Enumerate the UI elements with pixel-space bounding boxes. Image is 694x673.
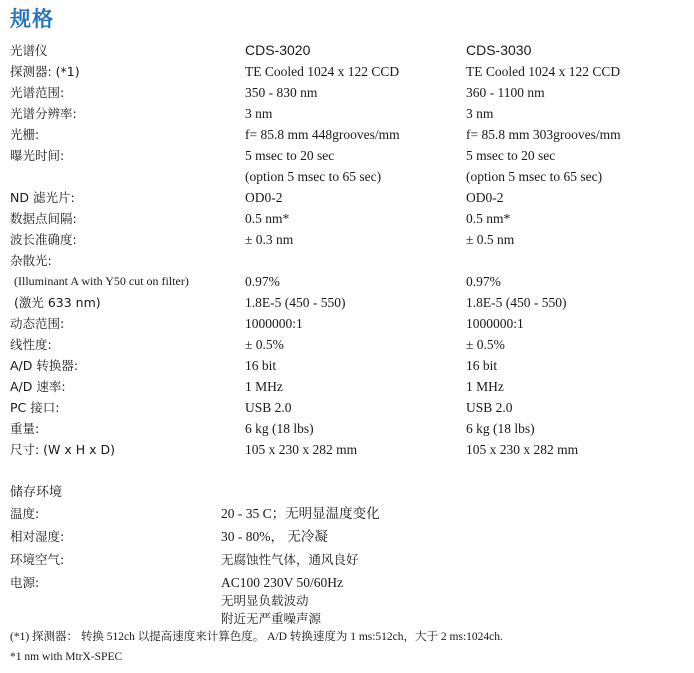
storage-value: 无明显负载波动 [221,593,309,608]
spec-value-3030: 3 nm [466,106,494,121]
spec-row [0,250,694,271]
spec-value-3030: 1 MHz [466,379,504,394]
spec-value-3030: 0.5 nm* [466,211,511,226]
spec-label: 杂散光: [10,253,52,268]
spec-label: (激光 633 nm) [14,295,101,310]
spec-header-row [0,40,694,61]
spec-value-3030: 1.8E-5 (450 - 550) [466,295,567,310]
spec-row [0,313,694,334]
model-cds-3030: CDS-3030 [466,42,532,58]
spec-label: PC 接口: [10,400,60,415]
spec-row [0,208,694,229]
storage-label: 温度: [10,506,40,521]
spec-value-3020: 6 kg (18 lbs) [245,421,314,436]
spec-label: 重量: [10,421,40,436]
spec-value-3020: ± 0.3 nm [245,232,294,247]
storage-value: AC100 230V 50/60Hz [221,575,344,590]
spec-label: 线性度: [10,337,52,352]
spec-value-3030: ± 0.5% [466,337,505,352]
spec-value-3020: TE Cooled 1024 x 122 CCD [245,64,400,79]
spec-row [0,82,694,103]
spec-value-3020: 5 msec to 20 sec [245,148,335,163]
model-cds-3020: CDS-3020 [245,42,311,58]
spec-row [0,271,694,292]
footnote-data-interval: *1 nm with MtrX-SPEC [10,651,123,663]
spec-value-3020: 350 - 830 nm [245,85,318,100]
spec-label: 动态范围: [10,316,65,331]
storage-value: 30 - 80%， 无冷凝 [221,529,328,544]
spec-row [0,61,694,82]
spec-row [0,292,694,313]
spec-value-3030: 1000000:1 [466,316,524,331]
storage-row [0,526,694,548]
spec-label: ND 滤光片: [10,190,75,205]
spec-value-3020: USB 2.0 [245,400,292,415]
spec-row [0,229,694,250]
spec-row [0,418,694,439]
spec-label: A/D 转换器: [10,358,79,373]
spec-value-3020: (option 5 msec to 65 sec) [245,169,382,184]
spec-row [0,397,694,418]
spec-value-3030: 0.97% [466,274,501,289]
spec-value-3030: TE Cooled 1024 x 122 CCD [466,64,621,79]
spec-value-3030: f= 85.8 mm 303grooves/mm [466,127,621,142]
page-title: 规格 [10,7,54,31]
spec-value-3030: 360 - 1100 nm [466,85,545,100]
spec-value-3020: OD0-2 [245,190,283,205]
spec-label: 光谱分辨率: [10,106,77,121]
spec-value-3020: 0.97% [245,274,280,289]
spec-value-3030: ± 0.5 nm [466,232,515,247]
storage-value: 附近无严重噪声源 [221,611,322,626]
storage-row [0,549,694,571]
footnote-detector: (*1) 探测器： 转换 512ch 以提高速度来计算色度。 A/D 转换速度为 1 ms:512ch，大于 2 ms:1024ch. [10,631,503,643]
spec-value-3020: 16 bit [245,358,277,373]
spec-row [0,334,694,355]
spec-value-3030: USB 2.0 [466,400,513,415]
storage-label: 电源: [10,575,40,590]
storage-value: 20 - 35 C；无明显温度变化 [221,506,380,521]
storage-row [0,608,694,630]
spec-label: 光谱范围: [10,85,65,100]
spec-value-3020: 1 MHz [245,379,283,394]
spec-label: 光栅: [10,127,40,142]
storage-label: 相对湿度: [10,529,65,544]
spec-value-3020: 0.5 nm* [245,211,290,226]
spec-label: 曝光时间: [10,148,65,163]
spec-value-3030: (option 5 msec to 65 sec) [466,169,603,184]
spec-row [0,103,694,124]
spec-value-3020: ± 0.5% [245,337,284,352]
spec-value-3030: OD0-2 [466,190,504,205]
spec-row [0,145,694,166]
spec-value-3030: 16 bit [466,358,498,373]
spec-value-3020: 1000000:1 [245,316,303,331]
spec-header-label: 光谱仪 [10,43,48,58]
spec-value-3030: 105 x 230 x 282 mm [466,442,579,457]
spec-row [0,187,694,208]
spec-label: 波长准确度: [10,232,77,247]
spec-row [0,124,694,145]
spec-label: (Illuminant A with Y50 cut on filter) [14,274,189,288]
spec-value-3030: 5 msec to 20 sec [466,148,556,163]
spec-value-3020: 1.8E-5 (450 - 550) [245,295,346,310]
spec-value-3020: 3 nm [245,106,273,121]
storage-row [0,503,694,525]
storage-label: 环境空气: [10,552,65,567]
spec-value-3030: 6 kg (18 lbs) [466,421,535,436]
spec-label: 探测器: (*1) [10,64,80,79]
spec-label: 尺寸: (W x H x D) [10,442,116,457]
spec-row [0,355,694,376]
spec-row [0,166,694,187]
spec-label: A/D 速率: [10,379,66,394]
spec-value-3020: f= 85.8 mm 448grooves/mm [245,127,400,142]
spec-row [0,439,694,460]
spec-row [0,376,694,397]
spec-value-3020: 105 x 230 x 282 mm [245,442,358,457]
storage-value: 无腐蚀性气体，通风良好 [221,552,359,567]
spec-label: 数据点间隔: [10,211,77,226]
storage-section-title: 储存环境 [10,485,63,500]
